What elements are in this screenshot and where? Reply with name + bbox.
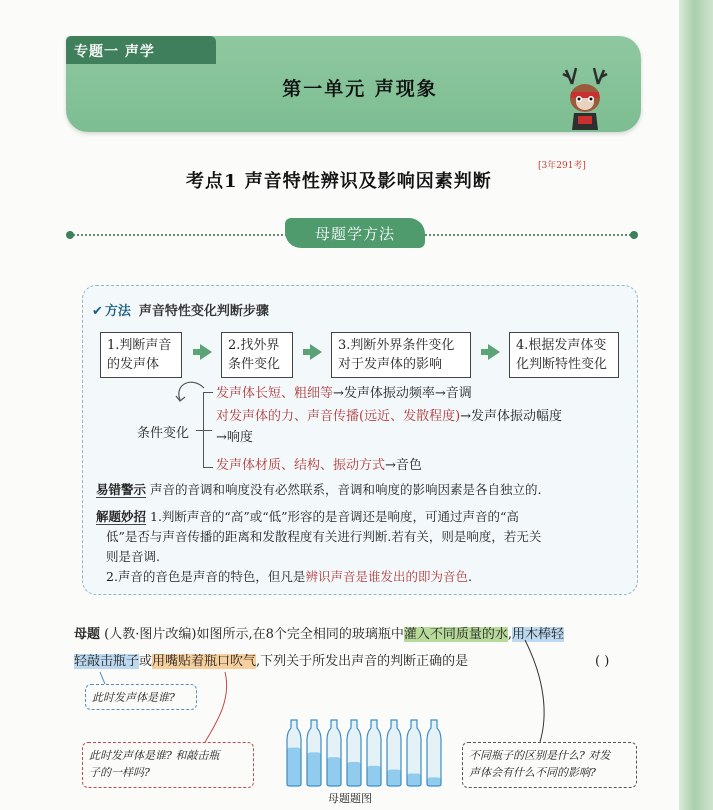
bottle-glass <box>367 720 381 786</box>
bottle-glass <box>307 720 321 786</box>
bottle-glass <box>427 720 441 786</box>
tip-note: 解题妙招 1.判断声音的“高”或“低”形容的是音调还是响度，可通过声音的“高 <box>96 509 519 524</box>
arrow-1-icon <box>200 344 212 360</box>
bracket-tick-3 <box>203 467 213 468</box>
bottle-glass <box>327 720 341 786</box>
step-3: 3.判断外界条件变化 对于发声体的影响 <box>331 332 471 378</box>
bottle-1 <box>287 720 301 786</box>
bottle-7 <box>407 720 421 786</box>
question-line-1: 母题 (人教·图片改编)如图所示,在8个完全相同的玻璃瓶中灌入不同质量的水,用木棒轻 <box>74 627 565 642</box>
bottle-5 <box>367 720 381 786</box>
tip-line-3: 则是音调. <box>106 549 160 564</box>
divider-dot-left <box>66 231 74 239</box>
bracket-tick-1 <box>203 392 213 393</box>
page-edge-strip <box>679 0 713 810</box>
tip-line-2: 低”是否与声音传播的距离和发散程度有关进行判断.若有关，则是响度，若无关 <box>106 529 542 544</box>
bottle-glass <box>347 720 361 786</box>
method-pill: 母题学方法 <box>285 218 425 248</box>
answer-blank[interactable]: ( ) <box>595 654 610 669</box>
method-heading <box>92 300 269 319</box>
branch-loudness: 对发声体的力、声音传播(远近、发散程度)→发声体振动幅度 <box>216 409 563 424</box>
bottle-2 <box>307 720 321 786</box>
deer-mascot-icon <box>560 66 610 132</box>
bottle-3 <box>327 720 341 786</box>
arrow-3-icon <box>488 344 500 360</box>
note-bottle-difference: 不同瓶子的区别是什么? 对发 声体会有什么不同的影响? <box>462 742 637 788</box>
bottles-figure <box>284 718 444 788</box>
bottle-glass <box>407 720 421 786</box>
bottle-6 <box>387 720 401 786</box>
unit-title: 第一单元 声现象 <box>282 78 438 100</box>
bottle-glass <box>387 720 401 786</box>
tip-line-4: 2.声音的音色是声音的特色，但凡是辨识声音是谁发出的即为音色. <box>106 569 472 584</box>
figure-caption: 母题题图 <box>328 792 372 805</box>
bottle-4 <box>347 720 361 786</box>
step-4: 4.根据发声体变 化判断特性变化 <box>509 332 619 378</box>
branch-timbre: 发声体材质、结构、振动方式→音色 <box>216 458 422 473</box>
tip-label: 解题妙招 <box>96 509 147 524</box>
check-icon: ✔ <box>92 304 103 319</box>
branch-pitch: 发声体长短、粗细等→发声体振动频率→音调 <box>216 386 472 401</box>
note-compare-source: 此时发声体是谁? 和敲击瓶 子的一样吗? <box>82 742 254 788</box>
question-line-2: 轻敲击瓶子或用嘴贴着瓶口吹气,下列关于所发出声音的判断正确的是 <box>74 654 469 669</box>
warning-note: 易错警示 声音的音调和响度没有必然联系，音调和响度的影响因素是各自独立的. <box>96 482 542 497</box>
arrow-2-icon <box>310 344 322 360</box>
bottle-glass <box>287 720 301 786</box>
section-title: 考点1 声音特性辨识及影响因素判断 <box>186 171 492 192</box>
step-2: 2.找外界 条件变化 <box>221 332 293 378</box>
note-blow-source: 此时发声体是谁? <box>85 684 197 710</box>
warning-label: 易错警示 <box>96 482 147 497</box>
topic-tab: 专题一 声学 <box>66 36 216 64</box>
condition-label: 条件变化 <box>137 426 190 441</box>
divider-dot-right <box>630 231 638 239</box>
frequency-tag: [3年291考] <box>538 161 586 171</box>
bracket-tick-mid <box>196 430 212 431</box>
method-label: 方法 <box>104 304 131 319</box>
question-label: 母题 <box>74 627 101 642</box>
bottle-8 <box>427 720 441 786</box>
method-title: 声音特性变化判断步骤 <box>138 304 269 319</box>
step-1: 1.判断声音 的发声体 <box>100 332 182 378</box>
branch-loudness-tail: →响度 <box>216 430 253 445</box>
